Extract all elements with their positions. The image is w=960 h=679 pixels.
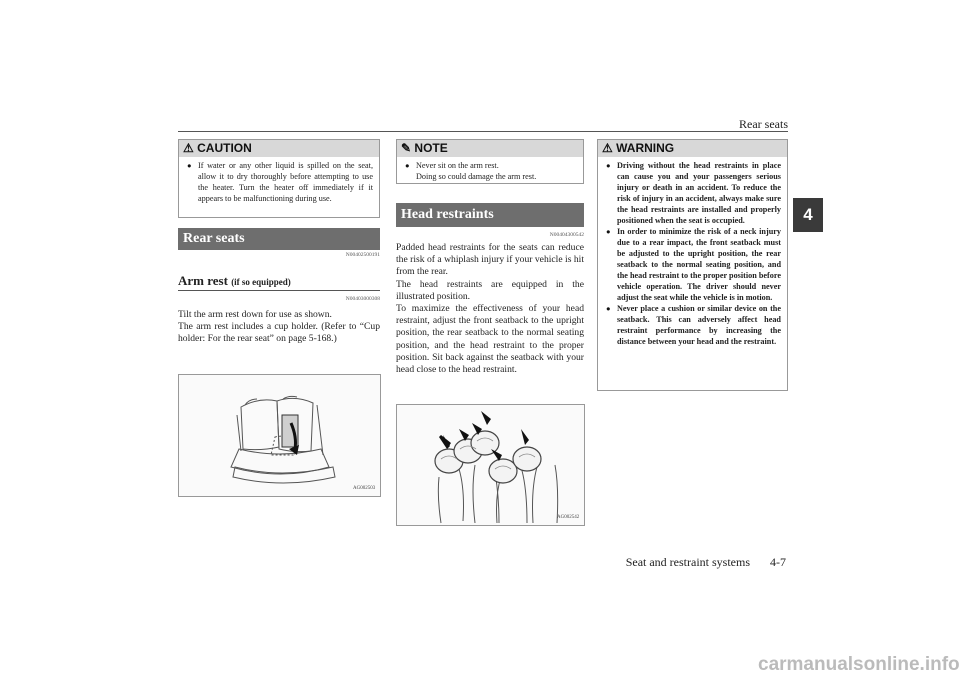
head-restraints-figure-code: AG002542 bbox=[557, 515, 580, 520]
caution-box bbox=[178, 139, 380, 218]
arm-rest-figure-code: AG002503 bbox=[353, 486, 376, 491]
head-restraints-code: N00404300542 bbox=[549, 232, 584, 238]
caution-header bbox=[179, 140, 379, 157]
warning-item: ● In order to minimize the risk of a neck injury due to a rear impact, the front seatback must be adjusted to the upright position, the rear seatback to the normal seating position, and the head restraint to the proper position before vehicle operation. The driver should never adjust the seat while the vehicle is in motion. bbox=[604, 226, 781, 303]
arm-rest-code: N00403000308 bbox=[345, 296, 380, 302]
chapter-tab[interactable]: 4 bbox=[793, 198, 823, 232]
header-rule bbox=[178, 131, 788, 132]
note-item: ● Never sit on the arm rest. Doing so could damage the arm rest. bbox=[403, 160, 577, 182]
head-restraints-body: Padded head restraints for the seats can reduce the risk of a whiplash injury if your vehicle is hit from the rear. The head restraints are equipped in the illustrated position. To maximize the effectiveness of your head restraint, adjust the front seatback to the upright position, the rear seatback to the normal seating position, and the head restraint to the proper position. Sit back against the seatback with your head close to the head restraint. bbox=[396, 242, 584, 376]
warning-title: WARNING bbox=[616, 141, 675, 155]
caution-item: ● If water or any other liquid is spilled on the seat, allow it to dry thoroughly before attempting to use the heater. Turn the heater off immediately if it appears to be malfunctioning during use. bbox=[185, 160, 373, 204]
note-box bbox=[396, 139, 584, 184]
warning-triangle-icon: ⚠ bbox=[602, 141, 613, 155]
section-heading-head-restraints: Head restraints bbox=[396, 203, 584, 227]
arm-rest-body: Tilt the arm rest down for use as shown. The arm rest includes a cup holder. (Refer to “Cup holder: For the rear seat” on page 5-168.) bbox=[178, 309, 380, 345]
arm-rest-figure bbox=[178, 374, 381, 497]
arm-rest-rule bbox=[178, 290, 380, 291]
warning-box bbox=[597, 139, 788, 391]
arm-rest-qualifier: (if so equipped) bbox=[231, 277, 291, 287]
head-restraints-figure bbox=[396, 404, 585, 526]
note-header bbox=[397, 140, 583, 157]
note-pencil-icon: ✎ bbox=[401, 141, 412, 155]
note-title: NOTE bbox=[414, 141, 448, 155]
warning-item: ● Driving without the head restraints in place can cause you and your passengers serious injury or death in an accident. To reduce the risk of injury in an accident, always make sure the head restraints are installed and properly positioned when the seat is occupied. bbox=[604, 160, 781, 226]
arm-rest-title: Arm rest (if so equipped) bbox=[178, 273, 291, 288]
caution-title: CAUTION bbox=[197, 141, 252, 155]
watermark[interactable]: carmanualsonline.info bbox=[758, 654, 960, 675]
warning-item: ● Never place a cushion or similar device on the seatback. This can adversely affect head restraint performance by increasing the distance between your head and the restraint. bbox=[604, 303, 781, 347]
warning-triangle-icon: ⚠ bbox=[183, 141, 194, 155]
rear-seat-armrest-illustration bbox=[179, 375, 380, 496]
footer-chapter-label: Seat and restraint systems bbox=[625, 555, 750, 569]
section-heading-rear-seats: Rear seats bbox=[178, 228, 380, 250]
head-restraints-illustration bbox=[397, 405, 584, 525]
footer-page-number: 4-7 bbox=[770, 555, 786, 569]
section-code: N00402500191 bbox=[345, 252, 380, 258]
warning-header bbox=[598, 140, 787, 157]
running-head: Rear seats bbox=[739, 117, 788, 131]
